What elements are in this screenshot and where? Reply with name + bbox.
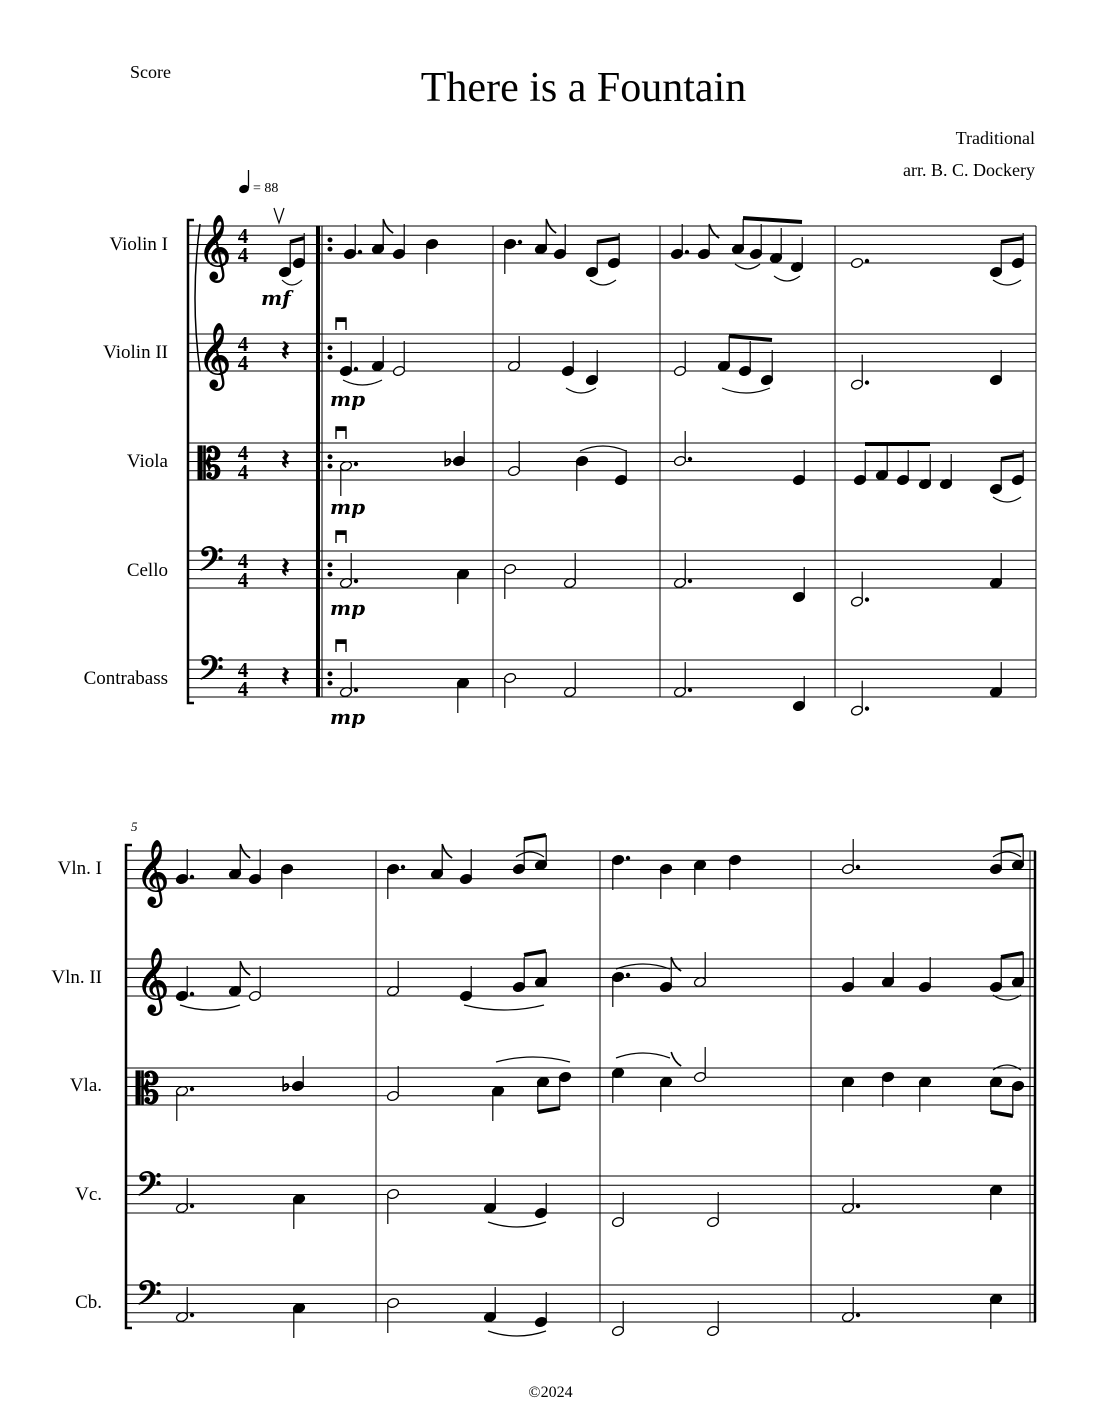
instrument-name: Cello	[126, 560, 168, 581]
slur	[343, 380, 382, 385]
repeat-dot	[328, 672, 332, 676]
time-sig-top: 4	[237, 224, 249, 248]
note-dot	[856, 865, 859, 868]
slur	[496, 1057, 570, 1062]
beam	[524, 835, 546, 839]
bass-clef-icon: 𝄢	[136, 1166, 162, 1212]
note-dot	[856, 1313, 859, 1316]
score-label: Score	[130, 62, 171, 82]
slur	[464, 1005, 544, 1010]
time-sig-top: 4	[237, 332, 249, 356]
dynamic-mark: mp	[330, 705, 366, 729]
time-sig-bottom: 4	[237, 677, 249, 701]
beam	[991, 1112, 1013, 1116]
slur	[616, 1053, 670, 1058]
time-sig-bottom: 4	[237, 351, 249, 375]
slur	[566, 388, 596, 393]
note-dot	[518, 240, 521, 243]
beam	[729, 336, 772, 340]
beam	[1001, 835, 1023, 839]
instrument-name: Contrabass	[83, 668, 168, 689]
instrument-name: Vln. II	[51, 967, 102, 988]
slur	[488, 1331, 546, 1336]
quarter-rest-icon: 𝄽	[281, 660, 290, 693]
bass-clef-icon: 𝄢	[198, 650, 224, 696]
slur	[516, 852, 544, 857]
slur	[735, 264, 760, 269]
note-dot	[626, 856, 629, 859]
note-dot	[688, 688, 691, 691]
flat-icon: ♭	[281, 1074, 291, 1096]
copyright: ©2024	[528, 1384, 573, 1401]
repeat-dot	[328, 563, 332, 567]
beam	[1001, 455, 1023, 459]
dynamic-mark: mf	[261, 286, 291, 310]
repeat-dot	[328, 346, 332, 350]
note-head	[850, 257, 863, 269]
alto-clef-icon: 𝄡	[198, 439, 222, 488]
note-dot	[865, 598, 868, 601]
note-dot	[626, 973, 629, 976]
note-dot	[190, 875, 193, 878]
measure-number: 5	[131, 819, 138, 834]
up-bow-icon	[274, 208, 284, 223]
note-dot	[190, 1313, 193, 1316]
slur	[580, 446, 626, 451]
note-dot	[354, 688, 357, 691]
repeat-dot	[328, 238, 332, 242]
repeat-dot	[328, 455, 332, 459]
repeat-dot	[328, 464, 332, 468]
tempo-text: = 88	[253, 181, 279, 196]
instrument-name: Cb.	[75, 1292, 102, 1313]
time-sig-bottom: 4	[237, 460, 249, 484]
quarter-rest-icon: 𝄽	[281, 551, 290, 584]
note-dot	[354, 579, 357, 582]
down-bow-bar	[336, 318, 346, 322]
repeat-dot	[328, 572, 332, 576]
note-dot	[190, 992, 193, 995]
note-dot	[865, 259, 868, 262]
note-dot	[358, 250, 361, 253]
note-dot	[688, 579, 691, 582]
treble-clef-icon: 𝄞	[198, 215, 232, 280]
slur	[774, 276, 800, 281]
time-sig-top: 4	[237, 549, 249, 573]
arranger-credit: arr. B. C. Dockery	[903, 160, 1035, 180]
note-dot	[856, 1204, 859, 1207]
repeat-dot	[328, 247, 332, 251]
dynamic-mark: mp	[330, 495, 366, 519]
time-sig-top: 4	[237, 658, 249, 682]
treble-clef-icon: 𝄞	[136, 948, 170, 1013]
dynamic-mark: mp	[330, 387, 366, 411]
slur	[282, 280, 302, 285]
note-dot	[865, 381, 868, 384]
instrument-name: Violin I	[109, 234, 168, 255]
slur	[488, 1222, 546, 1227]
instrument-name: Viola	[126, 451, 168, 472]
beam	[1001, 953, 1023, 957]
note-dot	[354, 367, 357, 370]
note-dot	[401, 865, 404, 868]
time-sig-bottom: 4	[237, 243, 249, 267]
beam	[290, 238, 304, 242]
quarter-rest-icon: 𝄽	[281, 443, 290, 476]
down-bow-bar	[336, 531, 346, 535]
beam	[524, 951, 546, 955]
beam	[1001, 238, 1023, 242]
quarter-rest-icon: 𝄽	[281, 334, 290, 367]
instrument-name: Vla.	[69, 1075, 102, 1096]
slur	[993, 280, 1021, 285]
down-bow-bar	[336, 427, 346, 431]
note-dot	[685, 250, 688, 253]
slur	[722, 388, 770, 393]
composer-credit: Traditional	[955, 128, 1035, 148]
slur	[993, 852, 1021, 857]
note-dot	[190, 1087, 193, 1090]
slur	[180, 1005, 240, 1010]
note-dot	[190, 1204, 193, 1207]
beam	[597, 238, 619, 242]
flat-icon: ♭	[443, 449, 453, 471]
down-bow-bar	[336, 640, 346, 644]
note-dot	[865, 707, 868, 710]
instrument-name: Vc.	[75, 1184, 102, 1205]
slur	[590, 280, 616, 285]
treble-clef-icon: 𝄞	[136, 840, 170, 905]
bass-clef-icon: 𝄢	[198, 541, 224, 587]
note-dot	[688, 457, 691, 460]
bass-clef-icon: 𝄢	[136, 1275, 162, 1321]
note-flag	[671, 1052, 681, 1066]
beam	[743, 218, 802, 222]
instrument-name: Vln. I	[57, 858, 102, 879]
beam	[538, 1108, 560, 1112]
note-dot	[354, 462, 357, 465]
repeat-dot	[328, 355, 332, 359]
tempo-marking	[238, 170, 278, 196]
alto-clef-icon: 𝄡	[136, 1064, 160, 1113]
time-sig-bottom: 4	[237, 568, 249, 592]
page-title: There is a Fountain	[420, 65, 747, 111]
repeat-dot	[328, 681, 332, 685]
treble-clef-icon: 𝄞	[198, 323, 232, 388]
dynamic-mark: mp	[330, 596, 366, 620]
instrument-name: Violin II	[103, 342, 168, 363]
slur	[993, 497, 1021, 502]
time-sig-top: 4	[237, 441, 249, 465]
